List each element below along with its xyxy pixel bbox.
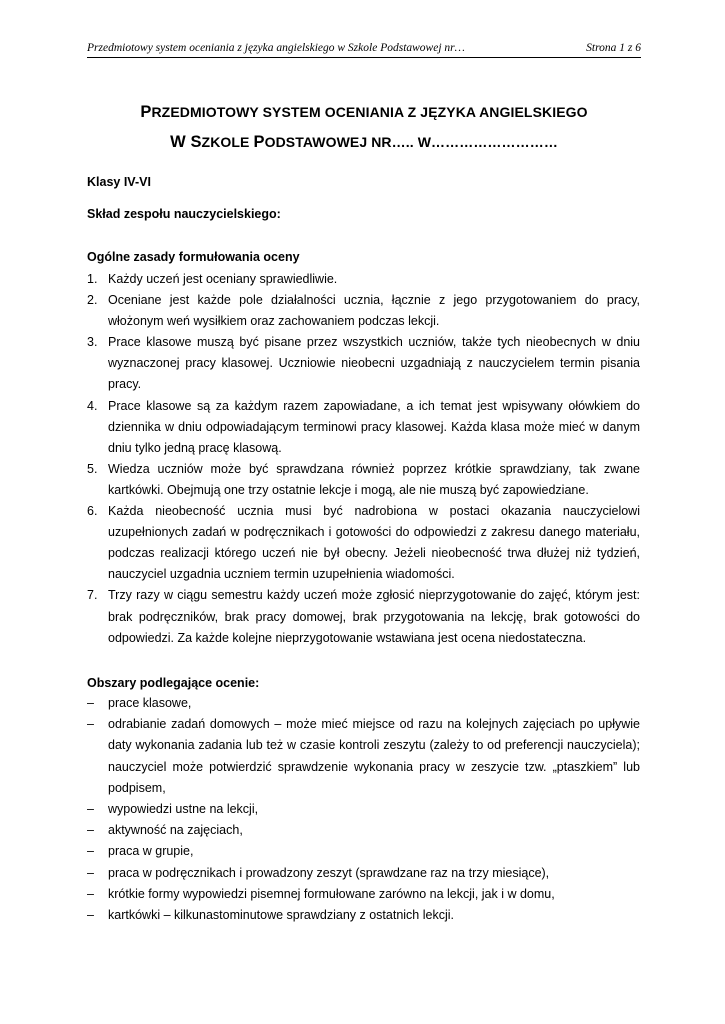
item-number: 7. [87, 588, 98, 603]
bullet-dash: – [87, 802, 94, 817]
bullet-dash: – [87, 908, 94, 923]
list-item [87, 459, 640, 501]
document-title-line-1 [87, 103, 641, 122]
title-odstawowej: ODSTAWOWEJ NR….. W……………………… [264, 134, 558, 150]
item-text: praca w grupie, [108, 844, 194, 859]
list-item [87, 269, 640, 290]
item-text: Każda nieobecność ucznia musi być nadrobiona w postaci okazania nauczycielowi uzupełnionych zadań w podręcznikach i gotowości do odpowiedzi z zakresu danego materiału, podczas realizacji którego uczeń nie był obecny. Jeżeli nieobecność trwa dłużej niż tydzień, nauczyciel uzgadnia uczniem termin uzupełnienia wiadomości. [108, 504, 640, 582]
staff-label: Skład zespołu nauczycielskiego: [87, 207, 281, 221]
bullet-dash: – [87, 886, 94, 901]
item-text: Prace klasowe są za każdym razem zapowiadane, a ich temat jest wpisywany ołówkiem do dziennika w dniu odpowiadającym terminowi pracy klasowej. Każda klasa może mieć w danym dniu tylko jedną pracę klasową. [108, 398, 640, 455]
list-item [87, 799, 640, 820]
list-item [87, 863, 640, 884]
item-text: Wiedza uczniów może być sprawdzana również poprzez krótkie sprawdziany, tak zwane kartkówki. Obejmują one trzy ostatnie lekcje i mogą, ale nie muszą być zapowiedziane. [108, 461, 640, 497]
list-item [87, 290, 640, 332]
bullet-dash: – [87, 844, 94, 859]
item-text: krótkie formy wypowiedzi pisemnej formułowane zarówno na lekcji, jak i w domu, [108, 886, 555, 901]
item-text: kartkówki – kilkunastominutowe sprawdziany z ostatnich lekcji. [108, 908, 454, 923]
areas-list [87, 693, 640, 926]
list-item [87, 585, 640, 648]
bullet-dash: – [87, 865, 94, 880]
bullet-dash: – [87, 717, 94, 732]
item-number: 4. [87, 398, 98, 413]
bullet-dash: – [87, 696, 94, 710]
title-w: W [170, 133, 191, 151]
running-header [87, 42, 641, 58]
item-text: Prace klasowe muszą być pisane przez wszystkich uczniów, także tych nieobecnych w dniu wyznaczonej pracy klasowej. Uczniowie nieobecni uzgadniają z nauczycielem termin pisania pracy. [108, 335, 640, 392]
item-text: prace klasowe, [108, 696, 192, 710]
list-item [87, 905, 640, 926]
list-item [87, 396, 640, 459]
item-text: aktywność na zajęciach, [108, 823, 243, 838]
item-number: 2. [87, 293, 98, 308]
rules-list [87, 269, 640, 649]
item-text: Trzy razy w ciągu semestru każdy uczeń może zgłosić nieprzygotowanie do zajęć, którym jest: brak podręczników, brak pracy domowej, brak przygotowania na lekcję, brak gotowości do odpowiedzi. Za każde kolejne nieprzygotowanie wstawiana jest ocena niedostateczna. [108, 588, 640, 645]
item-text: wypowiedzi ustne na lekcji, [108, 802, 259, 817]
title-text: RZEDMIOTOWY SYSTEM OCENIANIA Z JĘZYKA ANGIELSKIEGO [151, 104, 588, 120]
item-number: 6. [87, 504, 98, 519]
bullet-dash: – [87, 823, 94, 838]
list-item [87, 820, 640, 841]
rules-heading: Ogólne zasady formułowania oceny [87, 250, 300, 264]
title-zkole: ZKOLE [201, 134, 254, 150]
title-initial-p: P [253, 133, 265, 151]
item-text: odrabianie zadań domowych – może mieć miejsce od razu na kolejnych zajęciach po upływie daty wykonania zadania lub też w czasie kontroli zeszytu (zależy to od preferencji nauczyciela); nauczyciel może potwierdzić sprawdzenie wykonania pracy w zeszycie tzw. „ptaszkiem” lub podpisem, [108, 717, 640, 795]
list-item [87, 841, 640, 862]
grades-label: Klasy IV-VI [87, 175, 151, 189]
title-initial-s: S [190, 133, 202, 151]
item-text: Oceniane jest każde pole działalności ucznia, łącznie z jego przygotowaniem do pracy, włożonym weń wysiłkiem oraz zachowaniem podczas lekcji. [108, 293, 640, 329]
title-initial: P [140, 103, 152, 121]
list-item [87, 332, 640, 395]
areas-heading: Obszary podlegające ocenie: [87, 676, 260, 690]
page-number: Strona 1 z 6 [586, 42, 641, 54]
header-title: Przedmiotowy system oceniania z języka angielskiego w Szkole Podstawowej nr… [87, 42, 465, 54]
list-item [87, 714, 640, 799]
item-number: 3. [87, 335, 98, 350]
list-item [87, 693, 640, 714]
list-item [87, 884, 640, 905]
item-number: 1. [87, 272, 98, 286]
item-text: Każdy uczeń jest oceniany sprawiedliwie. [108, 272, 338, 286]
list-item [87, 501, 640, 585]
document-title-line-2 [87, 133, 641, 152]
item-text: praca w podręcznikach i prowadzony zeszyt (sprawdzane raz na trzy miesiące), [108, 865, 550, 880]
item-number: 5. [87, 461, 98, 476]
